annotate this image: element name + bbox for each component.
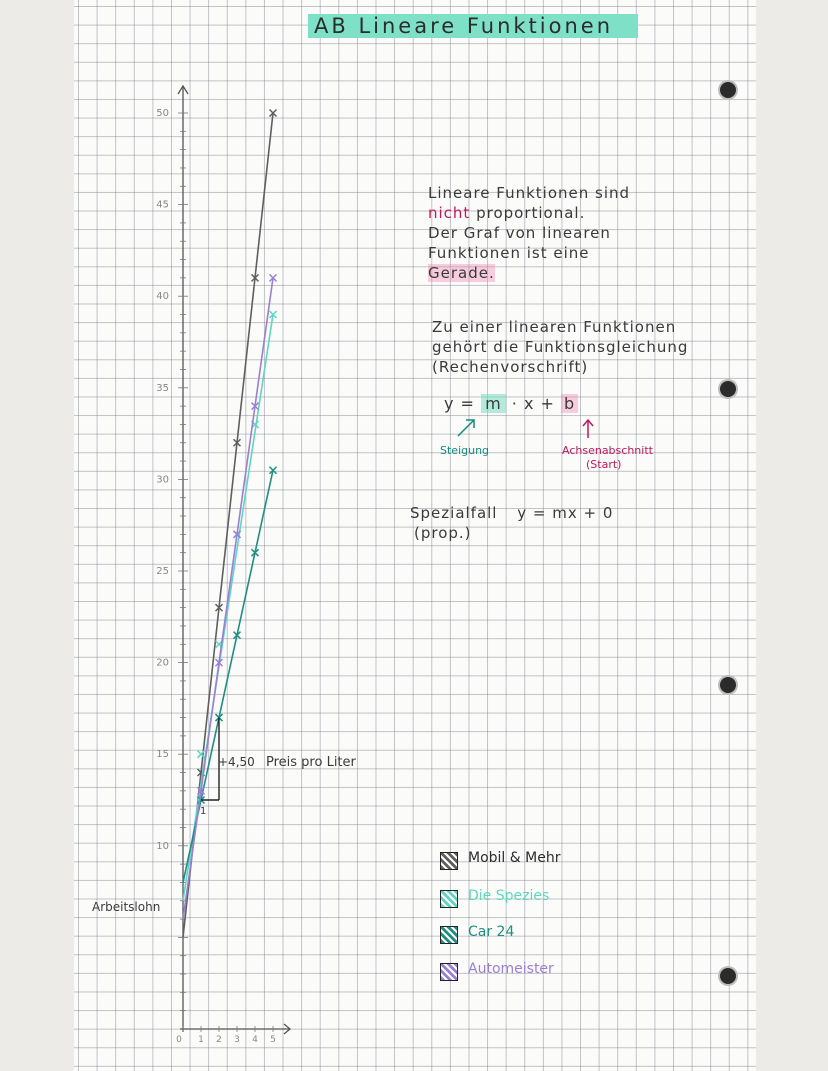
note-line-7: gehört die Funktionsgleichung	[432, 338, 689, 356]
note-line-8: (Rechenvorschrift)	[432, 358, 589, 376]
formula-y: y =	[444, 394, 475, 413]
label-steigung: Steigung	[440, 444, 490, 457]
note-line-3: Der Graf von linearen	[428, 224, 611, 242]
y-axis-label: Arbeitslohn	[92, 900, 161, 914]
legend-swatch	[440, 890, 458, 908]
page-title: AB Lineare Funktionen	[308, 14, 638, 38]
y-tick-label: 25	[156, 566, 169, 577]
special-case-label: Spezialfall	[410, 504, 498, 522]
y-tick-label: 35	[156, 382, 169, 394]
special-case-prop: (prop.)	[414, 524, 472, 542]
formula-dot: ·	[511, 394, 518, 413]
formula-m: m	[481, 394, 506, 413]
legend-label: Automeister	[468, 961, 554, 977]
note-line-6: Zu einer linearen Funktionen	[432, 318, 677, 336]
x-tick-label: 0	[176, 1035, 182, 1045]
formula-x: x	[523, 394, 535, 413]
series-line	[183, 278, 273, 919]
label-start: (Start)	[586, 458, 622, 471]
x-tick-label: 4	[252, 1035, 258, 1045]
y-tick-label: 10	[156, 840, 169, 852]
legend-label: Car 24	[468, 924, 515, 940]
label-achsenabschnitt: Achsenabschnitt	[562, 444, 653, 457]
series-die-spezies	[183, 311, 277, 901]
x-tick-label: 2	[216, 1035, 222, 1045]
note-highlight-nicht: nicht	[428, 204, 471, 222]
legend-label: Mobil & Mehr	[468, 850, 561, 866]
y-tick-label: 40	[156, 291, 169, 303]
slope-annotation-value: +4,50	[218, 755, 255, 769]
note-highlight-gerade: Gerade.	[428, 264, 495, 282]
note-text-proportional: proportional.	[476, 204, 586, 222]
slope-annotation-text: Preis pro Liter	[266, 755, 356, 770]
x-tick-label: 5	[270, 1035, 276, 1045]
legend-swatch	[440, 852, 458, 870]
legend-label: Die Spezies	[468, 888, 550, 904]
x-tick-label: 1	[198, 1035, 204, 1045]
x-tick-label: 3	[234, 1035, 240, 1045]
y-tick-label: 15	[156, 749, 169, 761]
special-case-formula: y = mx + 0	[517, 504, 614, 522]
note-line-1: Lineare Funktionen sind	[428, 184, 631, 202]
y-tick-label: 30	[156, 474, 169, 486]
legend-swatch	[440, 963, 458, 981]
legend-swatch	[440, 926, 458, 944]
formula-b: b	[561, 394, 578, 413]
slope-step-label: 1	[200, 806, 207, 817]
series-line	[183, 315, 273, 901]
y-tick-label: 45	[156, 199, 169, 211]
y-tick-label: 50	[156, 108, 169, 119]
note-line-4: Funktionen ist eine	[428, 244, 590, 262]
y-tick-label: 20	[156, 657, 169, 669]
chart-series	[183, 110, 277, 938]
formula-plus: +	[540, 394, 555, 413]
